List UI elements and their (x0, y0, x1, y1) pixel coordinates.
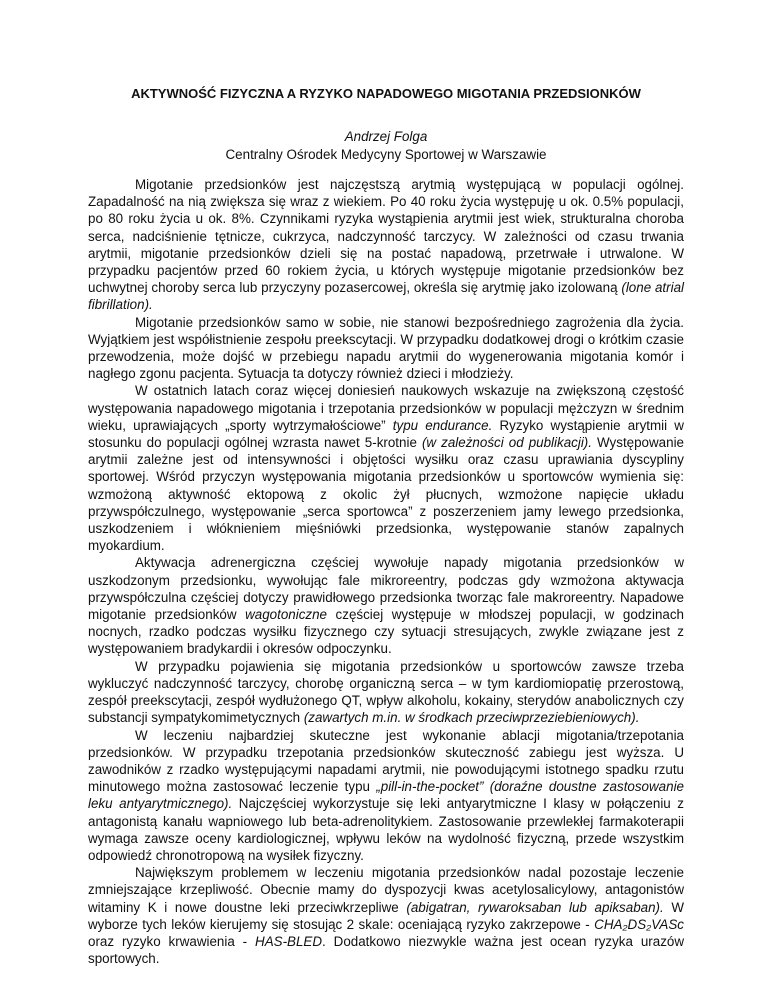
paragraph-text: Najczęściej wykorzystuje się leki antyarytmiczne I klasy w połączeniu z antagonistą kanału wapniowego lub beta-adrenolitykiem. Zastosowanie przewlekłej farmakoterapii wymaga zawsze oceny kardiologicznej, wpływu leków na wydolność fizyczną, przede wszystkim odpowiedź chronotropową na wysiłek fizyczny. (88, 796, 684, 863)
paragraph-text: W przypadku pojawienia się migotania przedsionków u sportowców zawsze trzeba wykluczyć nadczynność tarczycy, chorobę organiczną serca – w tym kardiomiopatię przerostową, zespół preekscytacji, zespół wydłużonego QT, wpływ alkoholu, kokainy, sterydów anabolicznych czy substancji sympatykomimetycznych (88, 658, 684, 726)
body-paragraph (88, 382, 684, 554)
italic-text: CHA₂DS₂VASc (594, 916, 684, 932)
italic-text: (lone atrial fibrillation). (88, 280, 684, 313)
italic-text: (w zależności od publikacji). (421, 435, 592, 451)
italic-text: (zawartych m.in. w środkach przeciwprzeziebieniowych). (303, 710, 640, 726)
italic-text: wagotoniczne (245, 607, 327, 623)
author-name: Andrzej Folga (344, 129, 428, 144)
italic-text: „pill-in-the-pocket” (doraźne doustne zastosowanie leku antyarytmicznego). (88, 779, 684, 812)
paragraph-text: Migotanie przedsionków jest najczęstszą arytmią występującą w populacji ogólnej. Zapadalność na nią zwiększa się wraz z wiekiem. Po 40 roku życia występuję u ok. 0.5% populacji, po 80 roku życia u ok. 8%. Czynnikami ryzyka wystąpienia arytmii jest wiek, strukturalna choroba serca, nadciśnienie tętnicze, cukrzyca, nadczynność tarczycy. W zależności od czasu trwania arytmii, migotanie przedsionków dzieli się na postać napadową, przetrwałe i utrwalone. W przypadku pacjentów przed 60 rokiem życia, u których występuje migotanie przedsionków bez uchwytnej choroby serca lub przyczyny pozasercowej, określa się arytmię jako izolowaną (88, 177, 684, 296)
paragraph-text: Występowanie arytmii zależne jest od intensywności i objętości wysiłku oraz czasu uprawiania dyscypliny sportowej. Wśród przyczyn występowania migotania przedsionków u sportowców wymienia się: wzmożoną aktywność ektopową z okolic żył płucnych, wzmożone napięcie układu przywspółczulnego, występowanie „serca sportowca” z poszerzeniem jamy lewego przedsionka, uszkodzeniem i włóknieniem mięśniówki przedsionka, występowanie stanów zapalnych myokardium. (88, 435, 684, 554)
paragraph-text: W ostatnich latach coraz więcej doniesień naukowych wskazuje na zwiększoną częstość występowania napadowego migotania i trzepotania przedsionków w populacji mężczyzn w średnim wieku, uprawiających „sporty wytrzymałościowe” (88, 383, 684, 433)
body-paragraph (88, 554, 684, 657)
italic-text: HAS-BLED (255, 933, 323, 949)
paragraph-text: częściej występuje w młodszej populacji, w godzinach nocnych, rzadko podczas wysiłku fizycznego czy sytuacji stresujących, zwykle związane jest z występowaniem bradykardii i okresów odpoczynku. (88, 607, 684, 657)
paragraph-text: Ryzyko wystąpienie arytmii w stosunku do populacji ogólnej wzrasta nawet 5-krotnie (88, 417, 684, 451)
body-paragraph (88, 864, 684, 967)
paragraph-text: W wyborze tych leków kierujemy się stosując 2 skale: oceniającą ryzyko zakrzepowe - (88, 899, 685, 932)
paragraph-text: W leczeniu najbardziej skuteczne jest wykonanie ablacji migotania/trzepotania przedsionków. W przypadku trzepotania przedsionków skuteczność zabiegu jest wyższa. U zawodników z rzadko występującymi napadami arytmii, nie powodującymi istotnego spadku rzutu minutowego można zastosować leczenie typu (88, 727, 684, 795)
paragraph-text: Największym problemem w leczeniu migotania przedsionków nadal pozostaje leczenie zmniejszające krzepliwość. Obecnie mamy do dyspozycji kwas acetylosalicylowy, antagonistów witaminy K i nowe doustne leki przeciwkrzepliwe (88, 865, 684, 915)
paragraph-text: . Dodatkowo niezwykle ważna jest ocean ryzyka urazów sportowych. (88, 933, 685, 967)
body-paragraph (88, 727, 684, 865)
paragraph-text: Migotanie przedsionków samo w sobie, nie stanowi bezpośredniego zagrożenia dla życia. Wyjątkiem jest współistnienie zespołu preekscytacji. W przypadku dodatkowej drogi o krótkim czasie przewodzenia, może dojść w przebiegu napadu arytmii do wygenerowania migotania komór i nagłego zgonu pacjenta. Sytuacja ta dotyczy również dzieci i młodzieży. (88, 314, 684, 382)
italic-text: (abigatran, rywaroksaban lub apiksaban). (406, 899, 664, 915)
italic-text: typu endurance. (392, 417, 493, 433)
document-page (88, 86, 684, 967)
body-paragraph (88, 658, 684, 727)
body-paragraph (88, 176, 684, 314)
document-title: AKTYWNOŚĆ FIZYCZNA A RYZYKO NAPADOWEGO MIGOTANIA PRZEDSIONKÓW (131, 86, 641, 101)
body-text (88, 176, 684, 967)
paragraph-text: oraz ryzyko krwawienia - (88, 933, 256, 949)
author-affiliation: Centralny Ośrodek Medycyny Sportowej w Warszawie (225, 147, 547, 162)
body-paragraph (88, 314, 684, 383)
paragraph-text: Aktywacja adrenergiczna częściej wywołuje napady migotania przedsionków w uszkodzonym przedsionku, wywołując fale mikroreentry, podczas gdy wzmożona aktywacja przywspółczulna częściej dotyczy prawidłowego przedsionka tworząc fale makroreentry. Napadowe migotanie przedsionków (88, 555, 684, 623)
